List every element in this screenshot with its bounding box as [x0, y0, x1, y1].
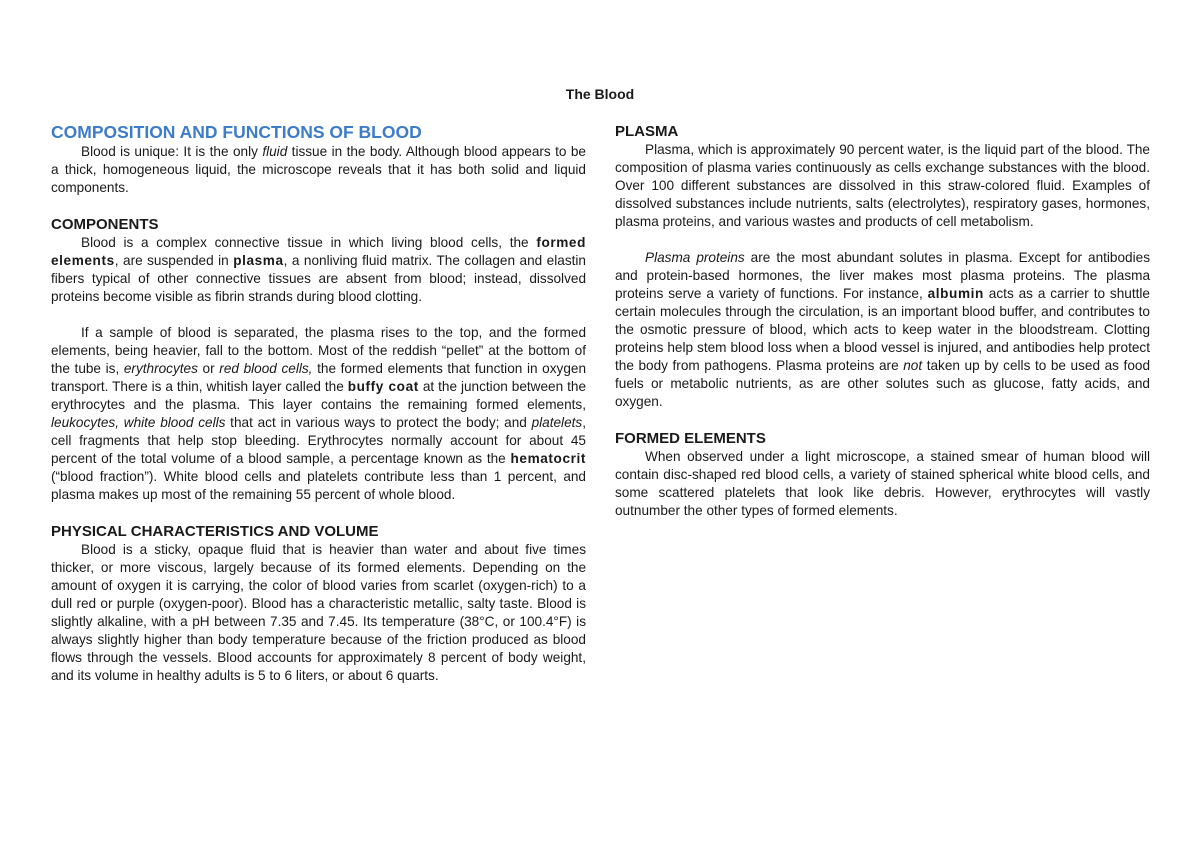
text-run: or [197, 361, 220, 376]
text-run: acts as a carrier to shuttle certain molecules through the circulation, is an important blood buffer, and contributes to the osmotic pressure of blood, which acts to keep water in the bloodstream. Clotting proteins help stem blood loss when a blood vessel is injured, and antibodies help protect the body from pathogens. Plasma proteins are [615, 286, 1150, 373]
plasma-paragraph-2 [615, 249, 1150, 411]
document-title: The Blood [565, 86, 635, 102]
leukocytes-term: leukocytes, white blood cells [51, 415, 226, 430]
text-run: at the junction between the erythrocytes and the plasma. This layer contains the remaining formed elements, [51, 379, 587, 412]
fluid-term: fluid [262, 144, 288, 159]
text-run: tissue in the body. Although blood appears to be a thick, homogeneous liquid, the microscope reveals that it has both solid and liquid components. [51, 144, 586, 195]
physical-paragraph: Blood is a sticky, opaque fluid that is heavier than water and about five times thicker, or more viscous, largely because of its formed elements. Depending on the amount of oxygen it is carrying, the color of blood varies from scarlet (oxygen-rich) to a dull red or purple (oxygen-poor). Blood has a characteristic metallic, salty taste. Blood is slightly alkaline, with a pH between 7.35 and 7.45. Its temperature (38°C, or 100.4°F) is always slightly higher than body temperature because of the friction produced as blood flows through the vessels. Blood accounts for approximately 8 percent of body weight, and its volume in healthy adults is 5 to 6 liters, or about 6 quarts. [51, 542, 586, 683]
buffy-coat-term: buffy coat [347, 379, 419, 394]
not-term: not [903, 358, 923, 373]
right-column [615, 122, 1150, 520]
text-run: , a nonliving fluid matrix. The collagen and elastin fibers typical of other connective tissues are absent from blood; instead, dissolved proteins become visible as fibrin strands during blood clotting. [51, 253, 586, 304]
plasma-paragraph-1: Plasma, which is approximately 90 percent water, is the liquid part of the blood. The composition of plasma varies continuously as cells exchange substances with the blood. Over 100 different substances are dissolved in this straw-colored fluid. Examples of dissolved substances include nutrients, salts (electrolytes), respiratory gases, hormones, plasma proteins, and various wastes and products of cell metabolism. [615, 142, 1150, 229]
components-paragraph-1 [51, 234, 586, 306]
left-column [51, 122, 586, 685]
formed-elements-heading: FORMED ELEMENTS [615, 430, 766, 447]
composition-heading: COMPOSITION AND FUNCTIONS OF BLOOD [51, 122, 422, 142]
text-run: Blood is unique: It is the only [81, 144, 263, 159]
text-run: (“blood fraction”). White blood cells and platelets contribute less than 1 percent, and plasma makes up most of the remaining 55 percent of whole blood. [51, 469, 586, 502]
text-run: the formed elements that function in oxygen transport. There is a thin, whitish layer called the [51, 361, 587, 394]
physical-heading: PHYSICAL CHARACTERISTICS AND VOLUME [51, 523, 379, 540]
formed-elements-term: formed elements [51, 235, 586, 268]
plasma-term: plasma [233, 253, 284, 268]
plasma-heading: PLASMA [615, 123, 679, 140]
albumin-term: albumin [927, 286, 984, 301]
composition-paragraph [51, 143, 586, 197]
red-blood-cells-term: red blood cells, [219, 361, 313, 376]
text-run: , are suspended in [114, 253, 234, 268]
text-run: , cell fragments that help stop bleeding. Erythrocytes normally account for about 45 percent of the total volume of a blood sample, a percentage known as the [51, 415, 586, 466]
text-run: taken up by cells to be used as food fuels or metabolic nutrients, as are other solutes such as glucose, fatty acids, and oxygen. [615, 358, 1150, 409]
platelets-term: platelets [531, 415, 583, 430]
erythrocytes-term: erythrocytes [123, 361, 198, 376]
components-heading: COMPONENTS [51, 216, 159, 233]
text-run: Blood is a complex connective tissue in which living blood cells, the [81, 235, 537, 250]
text-run: are the most abundant solutes in plasma. Except for antibodies and protein-based hormones, the liver makes most plasma proteins. The plasma proteins serve a variety of functions. For instance, [615, 250, 1150, 301]
formed-elements-paragraph: When observed under a light microscope, a stained smear of human blood will contain disc-shaped red blood cells, a variety of stained spherical white blood cells, and some scattered platelets that look like debris. However, erythrocytes will vastly outnumber the other types of formed elements. [615, 449, 1150, 518]
hematocrit-term: hematocrit [510, 451, 586, 466]
text-run: that act in various ways to protect the body; and [225, 415, 532, 430]
text-run: If a sample of blood is separated, the plasma rises to the top, and the formed elements, being heavier, fall to the bottom. Most of the reddish “pellet” at the bottom of the tube is, [51, 325, 586, 376]
components-paragraph-2 [51, 324, 586, 504]
plasma-proteins-term: Plasma proteins [645, 250, 745, 265]
